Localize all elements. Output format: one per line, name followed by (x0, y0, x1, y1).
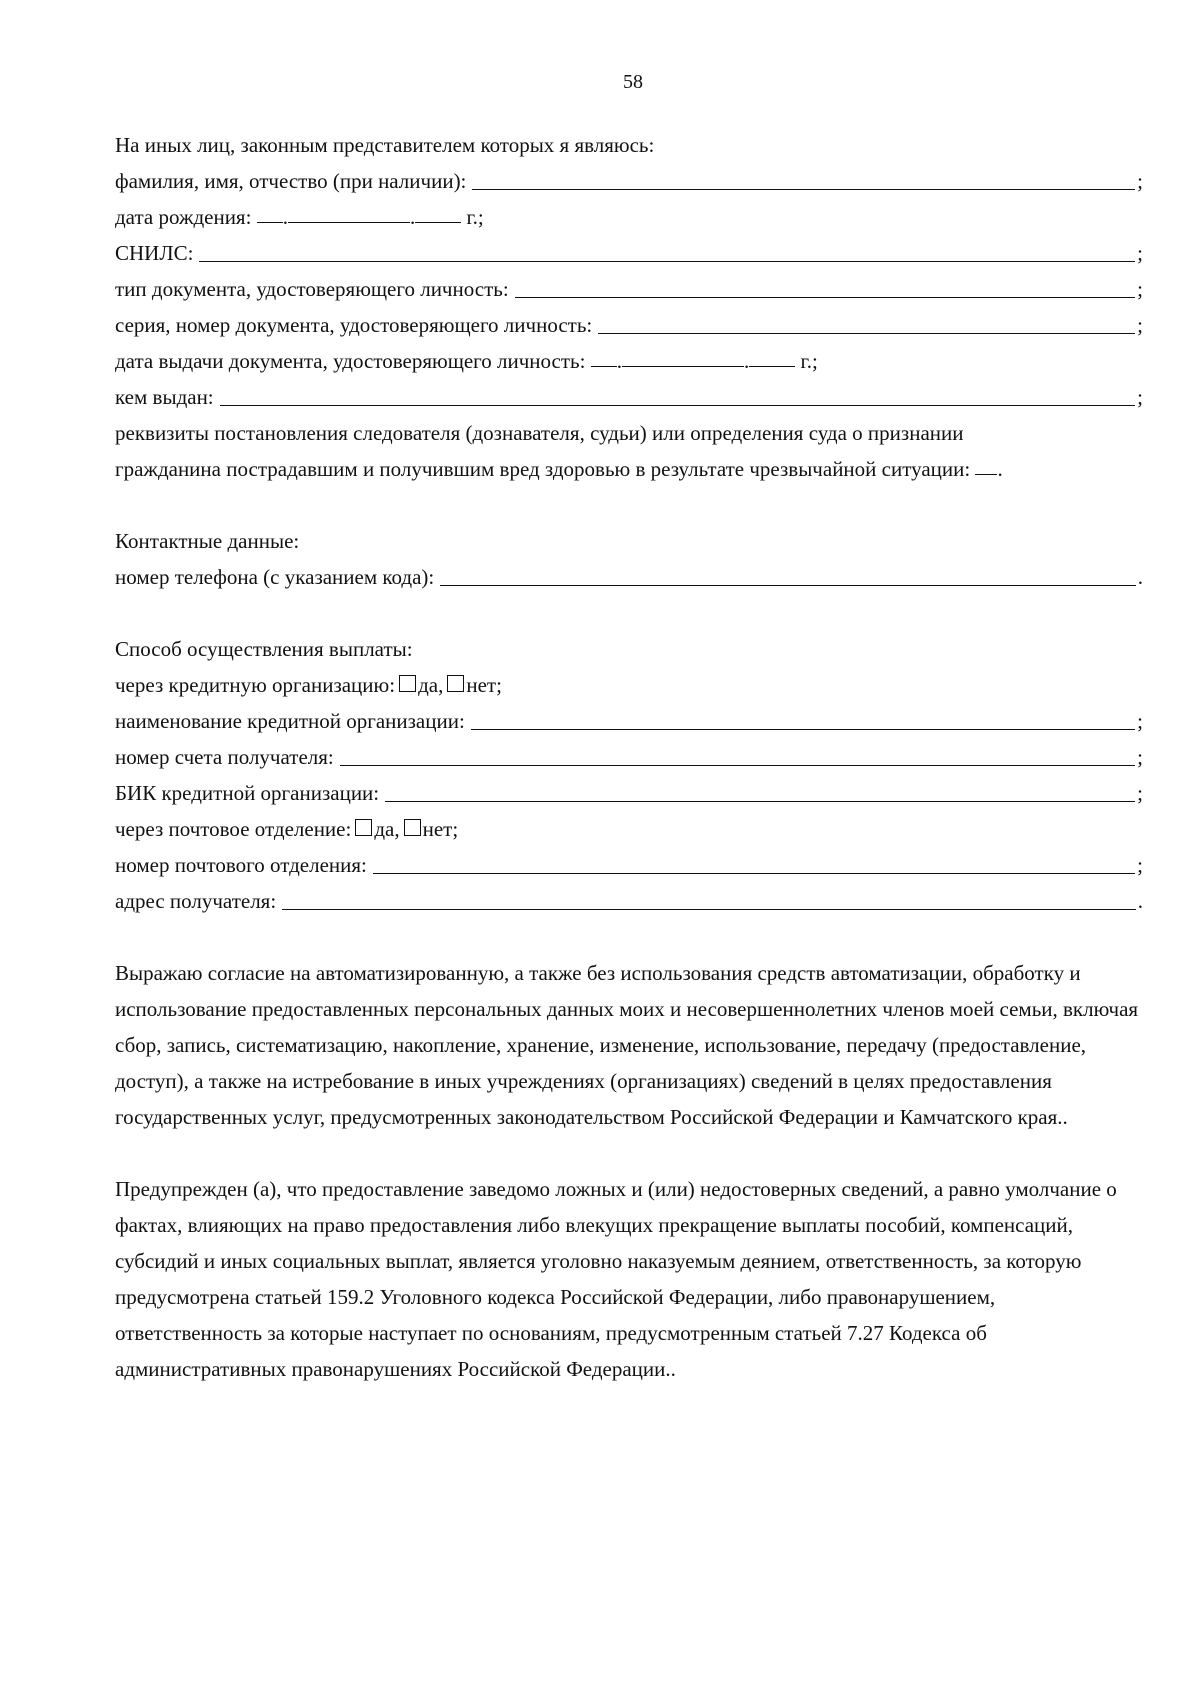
post-option-label: через почтовое отделение: (115, 817, 352, 841)
bank-no-checkbox[interactable] (447, 675, 464, 692)
doc-series-input[interactable] (598, 333, 1135, 334)
address-input[interactable] (282, 909, 1136, 910)
post-number-input[interactable] (373, 873, 1135, 874)
bik-input[interactable] (385, 801, 1135, 802)
post-yes-checkbox[interactable] (355, 819, 372, 836)
doc-series-label: серия, номер документа, удостоверяющего личность: (115, 313, 593, 337)
address-field: адрес получателя: . (115, 883, 1143, 919)
account-input[interactable] (340, 765, 1135, 766)
doc-type-input[interactable] (515, 297, 1135, 298)
issued-by-label: кем выдан: (115, 385, 214, 409)
issued-by-input[interactable] (220, 405, 1136, 406)
account-field: номер счета получателя: ; (115, 739, 1143, 775)
bank-option: через кредитную организацию: да, нет; (115, 667, 1143, 703)
issue-day-input[interactable] (591, 366, 617, 367)
full-name-label: фамилия, имя, отчество (при наличии): (115, 169, 467, 193)
snils-field: СНИЛС: ; (115, 235, 1143, 271)
contacts-heading: Контактные данные: (115, 529, 300, 553)
doc-issue-date-field: дата выдачи документа, удостоверяющего личность: . . г.; (115, 343, 1143, 379)
issue-year-input[interactable] (749, 366, 795, 367)
representative-heading: На иных лиц, законным представителем которых я являюсь: (115, 133, 655, 157)
birth-date-label: дата рождения: (115, 205, 252, 229)
bik-field: БИК кредитной организации: ; (115, 775, 1143, 811)
post-number-label: номер почтового отделения: (115, 853, 367, 877)
issue-month-input[interactable] (622, 366, 744, 367)
bik-label: БИК кредитной организации: (115, 781, 380, 805)
doc-series-field: серия, номер документа, удостоверяющего личность: ; (115, 307, 1143, 343)
bank-name-field: наименование кредитной организации: ; (115, 703, 1143, 739)
full-name-input[interactable] (472, 189, 1135, 190)
post-number-field: номер почтового отделения: ; (115, 847, 1143, 883)
phone-label: номер телефона (с указанием кода): (115, 565, 435, 589)
ruling-line-1: реквизиты постановления следователя (дознавателя, судьи) или определения суда о признании (115, 421, 964, 445)
bank-option-label: через кредитную организацию: (115, 673, 396, 697)
ruling-line-2: гражданина пострадавшим и получившим вред здоровью в результате чрезвычайной ситуации: . (115, 457, 1003, 481)
page-number: 58 (623, 71, 643, 93)
payment-heading: Способ осуществления выплаты: (115, 637, 413, 661)
birth-year-input[interactable] (415, 222, 461, 223)
birth-month-input[interactable] (288, 222, 410, 223)
bank-name-label: наименование кредитной организации: (115, 709, 465, 733)
doc-type-label: тип документа, удостоверяющего личность: (115, 277, 509, 301)
doc-issue-date-label: дата выдачи документа, удостоверяющего личность: (115, 349, 586, 373)
birth-day-input[interactable] (257, 222, 283, 223)
phone-input[interactable] (440, 585, 1135, 586)
post-option: через почтовое отделение: да, нет; (115, 811, 1143, 847)
snils-input[interactable] (199, 261, 1135, 262)
ruling-input[interactable] (975, 474, 997, 475)
warning-paragraph: Предупрежден (а), что предоставление заведомо ложных и (или) недостоверных сведений, а равно умолчание о фактах, влияющих на право предоставления либо влекущих прекращение выплаты пособий, компенсаций, субсидий и иных социальных выплат, является уголовно наказуемым деянием, ответственность, за которую предусмотрена статьей 159.2 Уголовного кодекса Российской Федерации, либо правонарушением, ответственность за которые наступает по основаниям, предусмотренным статьей 7.27 Кодекса об административных правонарушениях Российской Федерации.. (115, 1177, 1117, 1381)
address-label: адрес получателя: (115, 889, 277, 913)
full-name-field: фамилия, имя, отчество (при наличии): ; (115, 163, 1143, 199)
issued-by-field: кем выдан: ; (115, 379, 1143, 415)
snils-label: СНИЛС: (115, 241, 194, 265)
doc-type-field: тип документа, удостоверяющего личность: ; (115, 271, 1143, 307)
bank-yes-checkbox[interactable] (399, 675, 416, 692)
consent-paragraph: Выражаю согласие на автоматизированную, а также без использования средств автоматизации, обработку и использование предоставленных персональных данных моих и несовершеннолетних членов моей семьи, включая сбор, запись, систематизацию, накопление, хранение, изменение, использование, передачу (предоставление, доступ), а также на истребование в иных учреждениях (организациях) сведений в целях предоставления государственных услуг, предусмотренных законодательством Российской Федерации и Камчатского края.. (115, 961, 1139, 1129)
birth-date-field: дата рождения: . . г.; (115, 199, 1143, 235)
form-content (115, 127, 1143, 1387)
phone-field: номер телефона (с указанием кода): . (115, 559, 1143, 595)
post-no-checkbox[interactable] (404, 819, 421, 836)
bank-name-input[interactable] (471, 729, 1135, 730)
account-label: номер счета получателя: (115, 745, 334, 769)
